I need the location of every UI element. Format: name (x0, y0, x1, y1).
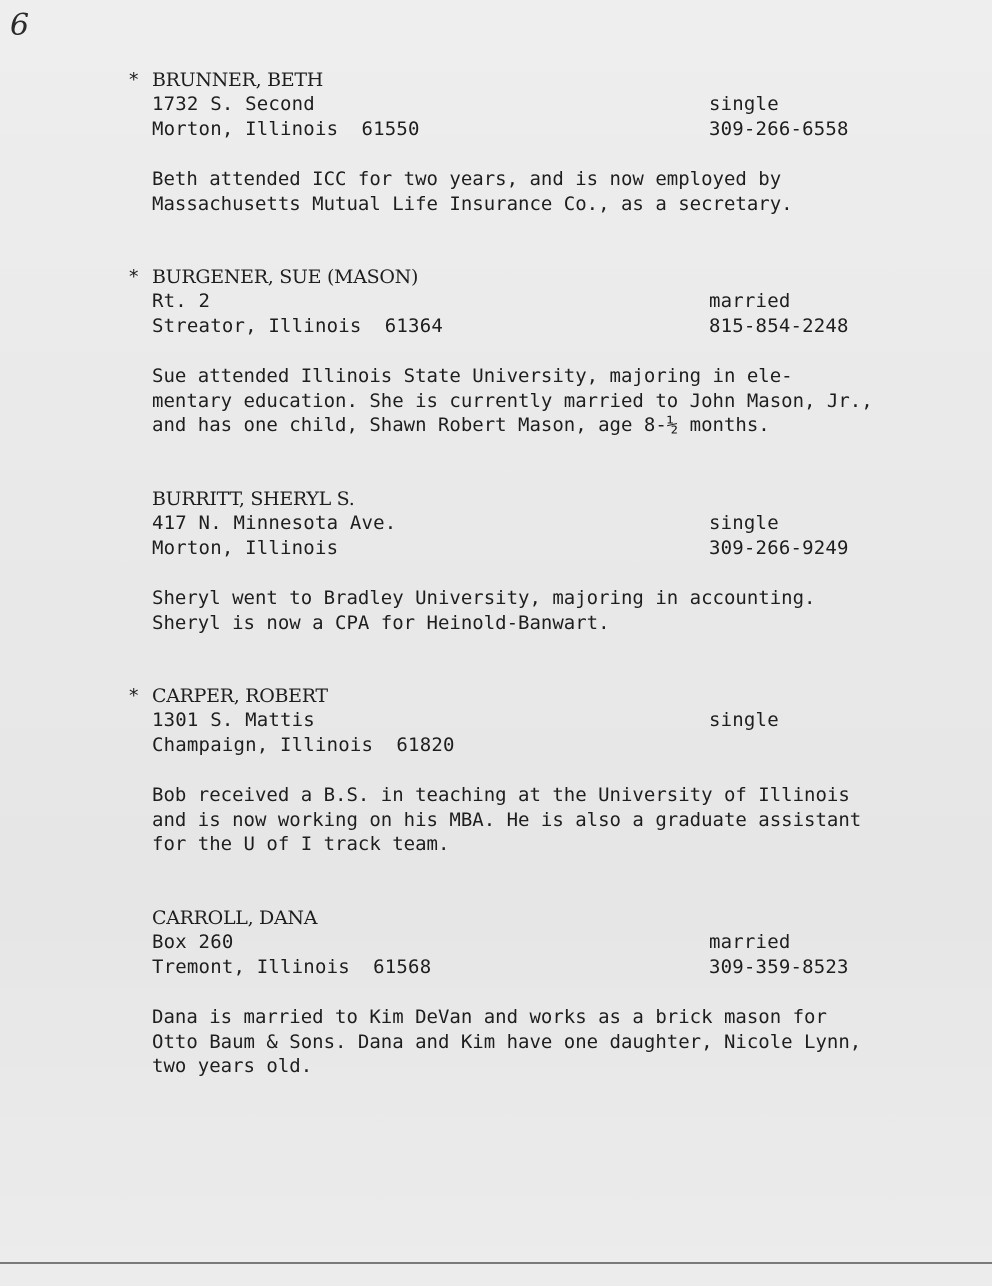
star-marker: * (128, 685, 140, 707)
entry-name: BURRITT, SHERYL S. (152, 488, 355, 510)
entry-status: single (709, 93, 779, 115)
star-marker: * (128, 266, 140, 288)
entry-bio: Sheryl went to Bradley University, majoring in accounting. Sheryl is now a CPA for Heinold-Banwart. (152, 587, 816, 634)
entry-phone: 309-266-9249 (709, 537, 849, 559)
entry-city: Champaign, Illinois 61820 (152, 734, 455, 756)
star-marker: * (128, 69, 140, 91)
entry-address: 1301 S. Mattis (152, 709, 315, 731)
entry-status: married (709, 290, 791, 312)
entry-phone: 309-359-8523 (709, 956, 849, 978)
entry-status: single (709, 512, 779, 534)
entry-bio: Sue attended Illinois State University, majoring in ele- mentary education. She is currently married to John Mason, Jr., and has one child, Shawn Robert Mason, age 8-½ months. (152, 365, 873, 436)
entry-name: BURGENER, SUE (MASON) (152, 266, 419, 288)
entry-name: CARROLL, DANA (152, 907, 318, 929)
page-bottom-edge (0, 1262, 992, 1264)
entry-bio: Dana is married to Kim DeVan and works as a brick mason for Otto Baum & Sons. Dana and Kim have one daughter, Nicole Lynn, two years old. (152, 1006, 862, 1077)
entry-status: single (709, 709, 779, 731)
entry-bio: Bob received a B.S. in teaching at the University of Illinois and is now working on his MBA. He is also a graduate assistant for the U of I track team. (152, 784, 862, 855)
entry-address: 417 N. Minnesota Ave. (152, 512, 397, 534)
entry-phone: 309-266-6558 (709, 118, 849, 140)
entry-address: 1732 S. Second (152, 93, 315, 115)
entry-status: married (709, 931, 791, 953)
entry-city: Morton, Illinois 61550 (152, 118, 420, 140)
entry-city: Tremont, Illinois 61568 (152, 956, 432, 978)
entry-city: Morton, Illinois (152, 537, 339, 559)
entry-name: BRUNNER, BETH (152, 69, 323, 91)
page-number: 6 (10, 8, 30, 43)
entry-address: Rt. 2 (152, 290, 211, 312)
entry-bio: Beth attended ICC for two years, and is now employed by Massachusetts Mutual Life Insurance Co., as a secretary. (152, 168, 793, 215)
entry-address: Box 260 (152, 931, 234, 953)
entry-phone: 815-854-2248 (709, 315, 849, 337)
entry-name: CARPER, ROBERT (152, 685, 328, 707)
entry-city: Streator, Illinois 61364 (152, 315, 443, 337)
